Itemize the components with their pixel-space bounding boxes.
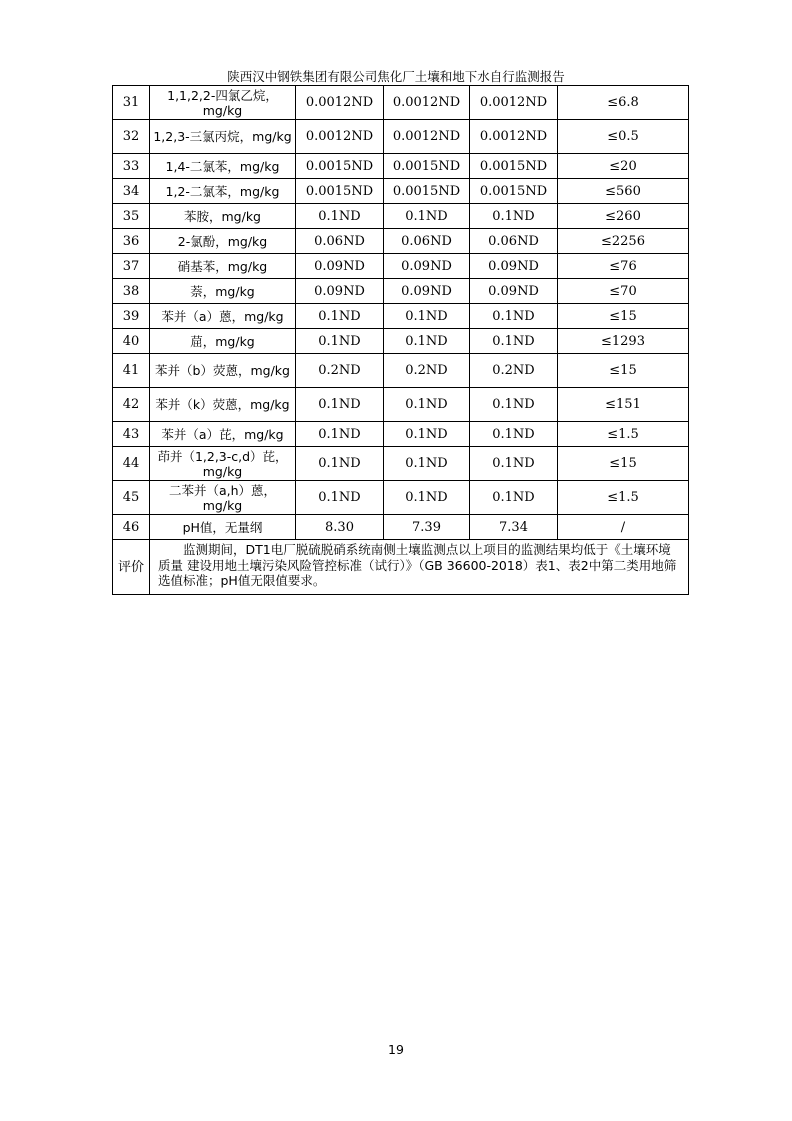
item-name: 茚并（1,2,3-c,d）芘，mg/kg bbox=[150, 447, 296, 481]
row-number: 43 bbox=[113, 422, 150, 447]
item-name: 1,2-二氯苯，mg/kg bbox=[150, 179, 296, 204]
value-3: 0.09ND bbox=[470, 254, 558, 279]
evaluation-row bbox=[113, 540, 689, 595]
value-2: 0.0012ND bbox=[384, 86, 470, 120]
value-2: 0.1ND bbox=[384, 204, 470, 229]
table-row bbox=[113, 204, 689, 229]
limit-value: ≤15 bbox=[558, 447, 689, 481]
value-2: 0.0015ND bbox=[384, 179, 470, 204]
value-1: 0.0012ND bbox=[296, 86, 384, 120]
limit-value: ≤6.8 bbox=[558, 86, 689, 120]
value-2: 0.06ND bbox=[384, 229, 470, 254]
item-name: 2-氯酚，mg/kg bbox=[150, 229, 296, 254]
item-name: pH值，无量纲 bbox=[150, 515, 296, 540]
value-1: 8.30 bbox=[296, 515, 384, 540]
item-name: 硝基苯，mg/kg bbox=[150, 254, 296, 279]
value-1: 0.1ND bbox=[296, 422, 384, 447]
item-name: 萘，mg/kg bbox=[150, 279, 296, 304]
limit-value: ≤0.5 bbox=[558, 120, 689, 154]
table-row bbox=[113, 254, 689, 279]
item-name: 1,2,3-三氯丙烷，mg/kg bbox=[150, 120, 296, 154]
value-3: 0.1ND bbox=[470, 329, 558, 354]
table-row bbox=[113, 120, 689, 154]
item-name: 苯并（k）荧蒽，mg/kg bbox=[150, 388, 296, 422]
row-number: 39 bbox=[113, 304, 150, 329]
table-row bbox=[113, 154, 689, 179]
row-number: 38 bbox=[113, 279, 150, 304]
monitoring-results-table bbox=[112, 85, 689, 595]
item-name: 苯并（b）荧蒽，mg/kg bbox=[150, 354, 296, 388]
item-name: 苯并（a）芘，mg/kg bbox=[150, 422, 296, 447]
page-header: 陕西汉中钢铁集团有限公司焦化厂土壤和地下水自行监测报告 bbox=[227, 69, 565, 84]
value-1: 0.06ND bbox=[296, 229, 384, 254]
table-row bbox=[113, 515, 689, 540]
value-2: 0.1ND bbox=[384, 447, 470, 481]
limit-value: / bbox=[558, 515, 689, 540]
limit-value: ≤260 bbox=[558, 204, 689, 229]
value-2: 0.0015ND bbox=[384, 154, 470, 179]
value-1: 0.2ND bbox=[296, 354, 384, 388]
value-2: 0.1ND bbox=[384, 422, 470, 447]
value-3: 0.1ND bbox=[470, 304, 558, 329]
row-number: 44 bbox=[113, 447, 150, 481]
value-3: 0.2ND bbox=[470, 354, 558, 388]
value-1: 0.0015ND bbox=[296, 154, 384, 179]
item-name: 䓛，mg/kg bbox=[150, 329, 296, 354]
row-number: 32 bbox=[113, 120, 150, 154]
item-name: 1,1,2,2-四氯乙烷，mg/kg bbox=[150, 86, 296, 120]
row-number: 41 bbox=[113, 354, 150, 388]
value-1: 0.09ND bbox=[296, 279, 384, 304]
value-3: 7.34 bbox=[470, 515, 558, 540]
value-3: 0.0012ND bbox=[470, 120, 558, 154]
value-1: 0.1ND bbox=[296, 388, 384, 422]
value-1: 0.1ND bbox=[296, 204, 384, 229]
value-3: 0.1ND bbox=[470, 422, 558, 447]
table-row bbox=[113, 481, 689, 515]
value-2: 0.2ND bbox=[384, 354, 470, 388]
value-2: 7.39 bbox=[384, 515, 470, 540]
value-3: 0.1ND bbox=[470, 204, 558, 229]
limit-value: ≤1.5 bbox=[558, 481, 689, 515]
value-1: 0.0012ND bbox=[296, 120, 384, 154]
value-2: 0.1ND bbox=[384, 329, 470, 354]
value-1: 0.1ND bbox=[296, 329, 384, 354]
row-number: 46 bbox=[113, 515, 150, 540]
table-row bbox=[113, 279, 689, 304]
limit-value: ≤20 bbox=[558, 154, 689, 179]
row-number: 37 bbox=[113, 254, 150, 279]
table-row bbox=[113, 329, 689, 354]
row-number: 36 bbox=[113, 229, 150, 254]
row-number: 33 bbox=[113, 154, 150, 179]
row-number: 45 bbox=[113, 481, 150, 515]
table-row bbox=[113, 388, 689, 422]
limit-value: ≤151 bbox=[558, 388, 689, 422]
value-1: 0.0015ND bbox=[296, 179, 384, 204]
item-name: 二苯并（a,h）蒽，mg/kg bbox=[150, 481, 296, 515]
item-name: 苯胺，mg/kg bbox=[150, 204, 296, 229]
value-3: 0.09ND bbox=[470, 279, 558, 304]
value-3: 0.0015ND bbox=[470, 154, 558, 179]
limit-value: ≤2256 bbox=[558, 229, 689, 254]
limit-value: ≤70 bbox=[558, 279, 689, 304]
value-2: 0.09ND bbox=[384, 279, 470, 304]
table-row bbox=[113, 179, 689, 204]
value-1: 0.1ND bbox=[296, 481, 384, 515]
limit-value: ≤76 bbox=[558, 254, 689, 279]
value-2: 0.1ND bbox=[384, 304, 470, 329]
value-1: 0.1ND bbox=[296, 447, 384, 481]
row-number: 34 bbox=[113, 179, 150, 204]
value-3: 0.1ND bbox=[470, 481, 558, 515]
value-3: 0.1ND bbox=[470, 447, 558, 481]
value-1: 0.09ND bbox=[296, 254, 384, 279]
limit-value: ≤15 bbox=[558, 304, 689, 329]
limit-value: ≤15 bbox=[558, 354, 689, 388]
value-2: 0.1ND bbox=[384, 481, 470, 515]
table-row bbox=[113, 354, 689, 388]
value-2: 0.09ND bbox=[384, 254, 470, 279]
row-number: 31 bbox=[113, 86, 150, 120]
table-row bbox=[113, 304, 689, 329]
value-3: 0.0012ND bbox=[470, 86, 558, 120]
table-row bbox=[113, 422, 689, 447]
table-row bbox=[113, 447, 689, 481]
limit-value: ≤560 bbox=[558, 179, 689, 204]
value-2: 0.0012ND bbox=[384, 120, 470, 154]
row-number: 35 bbox=[113, 204, 150, 229]
page-number: 19 bbox=[388, 1042, 404, 1057]
item-name: 苯并（a）蒽，mg/kg bbox=[150, 304, 296, 329]
value-2: 0.1ND bbox=[384, 388, 470, 422]
table-row bbox=[113, 229, 689, 254]
row-number: 42 bbox=[113, 388, 150, 422]
value-1: 0.1ND bbox=[296, 304, 384, 329]
item-name: 1,4-二氯苯，mg/kg bbox=[150, 154, 296, 179]
row-number: 40 bbox=[113, 329, 150, 354]
limit-value: ≤1293 bbox=[558, 329, 689, 354]
evaluation-text: 监测期间，DT1电厂脱硫脱硝系统南侧土壤监测点以上项目的监测结果均低于《土壤环境质量 建设用地土壤污染风险管控标准（试行）》（GB 36600-2018）表1、表2中第二类用地筛选值标准；pH值无限值要求。 bbox=[150, 540, 689, 595]
table-row bbox=[113, 86, 689, 120]
value-3: 0.06ND bbox=[470, 229, 558, 254]
limit-value: ≤1.5 bbox=[558, 422, 689, 447]
value-3: 0.0015ND bbox=[470, 179, 558, 204]
evaluation-label: 评价 bbox=[113, 540, 150, 595]
value-3: 0.1ND bbox=[470, 388, 558, 422]
